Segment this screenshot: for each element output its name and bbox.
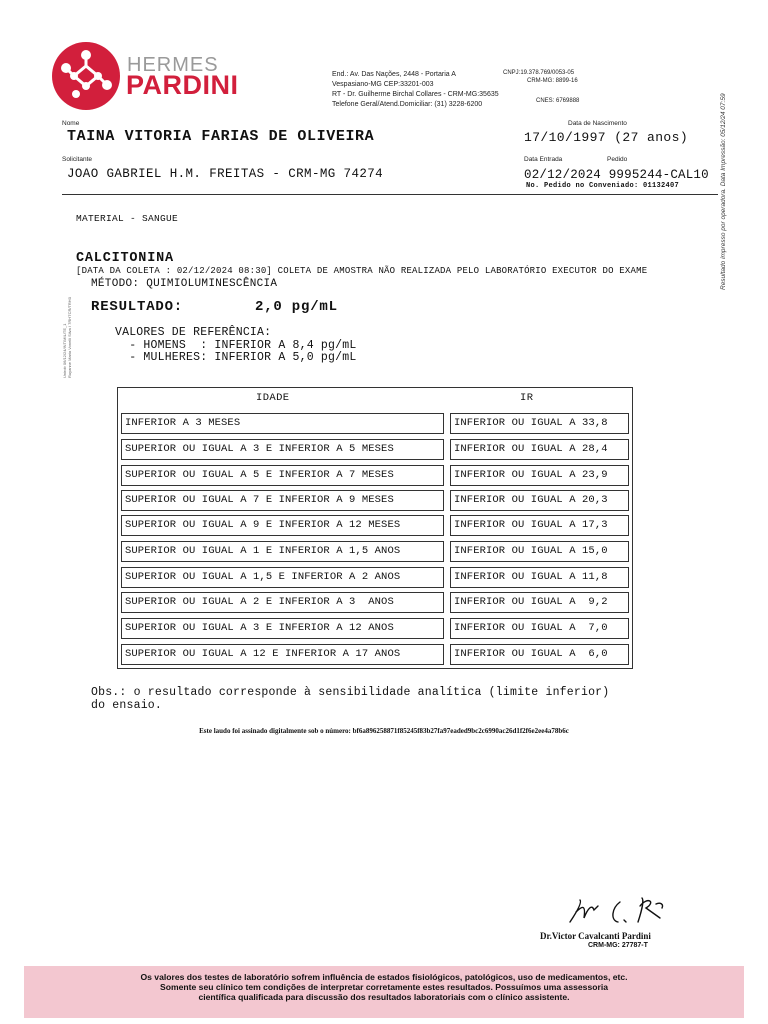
lab-address — [332, 70, 499, 110]
entry-date-label: Data Entrada — [524, 156, 563, 163]
exam-name: CALCITONINA — [76, 251, 174, 266]
patient-name: TAINA VITORIA FARIAS DE OLIVEIRA — [67, 128, 375, 145]
result-label: RESULTADO: — [91, 299, 184, 315]
brand-name-line1: HERMES — [127, 54, 219, 76]
table-cell-age: SUPERIOR OU IGUAL A 2 E INFERIOR A 3 ANOS — [121, 592, 444, 613]
table-cell-ir: INFERIOR OU IGUAL A 23,9 — [450, 465, 629, 486]
table-cell-age: SUPERIOR OU IGUAL A 7 E INFERIOR A 9 MESES — [121, 490, 444, 511]
order-label: Pedido — [607, 156, 628, 163]
entry-date-order: 02/12/2024 9995244-CAL10 — [524, 168, 709, 182]
lab-crm: CRM-MG: 8899-16 — [527, 77, 578, 84]
table-header-ir: IR — [520, 392, 534, 404]
lab-ids — [503, 70, 578, 85]
table-row — [121, 644, 629, 665]
table-cell-ir: INFERIOR OU IGUAL A 7,0 — [450, 618, 629, 639]
name-label: Nome — [62, 120, 80, 127]
operator-note-text — [62, 297, 72, 378]
requester-label: Solicitante — [62, 156, 92, 163]
brand-logo-mark — [52, 42, 120, 110]
footer-text — [24, 972, 744, 1002]
footer-line: científica qualificada para discussão dos resultados laboratoriais com o clínico assistente. — [198, 992, 570, 1002]
table-row — [121, 618, 629, 639]
table-row — [121, 465, 629, 486]
reference-table — [117, 387, 633, 669]
signature-icon — [568, 892, 678, 932]
operator-note-line: Ruyanne Maria Vonelli Silva / 7RHTCR/TRH0 — [67, 297, 72, 378]
reference-values — [115, 327, 356, 365]
agreement-order-number: No. Pedido no Conveniado: 01132407 — [526, 182, 680, 190]
observation-line: do ensaio. — [91, 699, 163, 712]
operator-note-vertical — [62, 298, 74, 378]
header-divider — [62, 194, 718, 195]
table-cell-ir: INFERIOR OU IGUAL A 6,0 — [450, 644, 629, 665]
footer-line: Os valores dos testes de laboratório sofrem influência de estados fisiológicos, patológicos, uso de medicamentos, etc. — [140, 972, 628, 982]
table-cell-age: INFERIOR A 3 MESES — [121, 413, 444, 434]
table-cell-age: SUPERIOR OU IGUAL A 1 E INFERIOR A 1,5 ANOS — [121, 541, 444, 562]
table-cell-age: SUPERIOR OU IGUAL A 3 E INFERIOR A 12 ANOS — [121, 618, 444, 639]
table-cell-age: SUPERIOR OU IGUAL A 9 E INFERIOR A 12 MESES — [121, 515, 444, 536]
table-row — [121, 490, 629, 511]
table-row — [121, 567, 629, 588]
dob-label: Data de Nascimento — [568, 120, 627, 127]
table-cell-age: SUPERIOR OU IGUAL A 5 E INFERIOR A 7 MESES — [121, 465, 444, 486]
reference-title: VALORES DE REFERÊNCIA: — [115, 326, 272, 339]
footer-line: Somente seu clínico tem condições de interpretar corretamente estes resultados. Possuímos uma assessoria — [160, 982, 608, 992]
cnpj: CNPJ:19.378.769/0053-05 — [503, 70, 575, 76]
reference-women: - MULHERES: INFERIOR A 5,0 pg/mL — [115, 351, 357, 364]
patient-dob: 17/10/1997 (27 anos) — [524, 130, 689, 145]
reference-men: - HOMENS : INFERIOR A 8,4 pg/mL — [115, 338, 357, 352]
address-line: Vespasiano-MG CEP:33201-003 — [332, 81, 434, 88]
collection-info: [DATA DA COLETA : 02/12/2024 08:30] COLETA DE AMOSTRA NÃO REALIZADA PELO LABORATÓRIO EXECUTOR DO EXAME — [76, 266, 648, 276]
table-row — [121, 515, 629, 536]
table-cell-ir: INFERIOR OU IGUAL A 11,8 — [450, 567, 629, 588]
observation — [91, 686, 609, 712]
table-cell-ir: INFERIOR OU IGUAL A 33,8 — [450, 413, 629, 434]
operator-note-line: Unirob 06/12/24/INTIMIL/TE_1 — [62, 323, 67, 378]
doctor-crm: CRM-MG: 27787-T — [588, 942, 648, 949]
cnes: CNES: 6769888 — [536, 98, 580, 104]
table-cell-age: SUPERIOR OU IGUAL A 3 E INFERIOR A 5 MESES — [121, 439, 444, 460]
address-line: Telefone Geral/Atend.Domiciliar: (31) 3228-6200 — [332, 101, 483, 108]
table-row — [121, 439, 629, 460]
address-line: RT - Dr. Guilherme Birchal Collares - CRM-MG:35635 — [332, 91, 499, 98]
table-row — [121, 592, 629, 613]
table-cell-ir: INFERIOR OU IGUAL A 17,3 — [450, 515, 629, 536]
material: MATERIAL - SANGUE — [76, 213, 179, 224]
observation-line: Obs.: o resultado corresponde à sensibilidade analítica (limite inferior) — [91, 686, 610, 699]
requester-doctor: JOAO GABRIEL H.M. FREITAS - CRM-MG 74274 — [67, 167, 384, 181]
table-cell-ir: INFERIOR OU IGUAL A 15,0 — [450, 541, 629, 562]
table-cell-ir: INFERIOR OU IGUAL A 20,3 — [450, 490, 629, 511]
result-value: 2,0 pg/mL — [255, 299, 338, 315]
brand-name-line2: PARDINI — [126, 70, 239, 100]
method: MÉTODO: QUIMIOLUMINESCÊNCIA — [91, 278, 278, 290]
print-note-vertical — [720, 85, 734, 290]
digital-signature-note: Este laudo foi assinado digitalmente sob o número: bf6a896258871f85245f83b27fa97eaded9bc2c6990ac26d1f2f6e2ee4a78b6c — [199, 727, 569, 735]
print-note-text: Resultado impresso por operadora. Data Impressão: 05/12/24 07:59 — [720, 93, 727, 290]
table-row — [121, 541, 629, 562]
table-row — [121, 413, 629, 434]
table-cell-ir: INFERIOR OU IGUAL A 9,2 — [450, 592, 629, 613]
table-cell-age: SUPERIOR OU IGUAL A 12 E INFERIOR A 17 ANOS — [121, 644, 444, 665]
address-line: End.: Av. Das Nações, 2448 - Portaria A — [332, 71, 456, 78]
table-cell-ir: INFERIOR OU IGUAL A 28,4 — [450, 439, 629, 460]
table-cell-age: SUPERIOR OU IGUAL A 1,5 E INFERIOR A 2 ANOS — [121, 567, 444, 588]
logo-molecule-icon — [52, 42, 120, 110]
doctor-name: Dr.Victor Cavalcanti Pardini — [540, 931, 651, 941]
table-header-age: IDADE — [256, 392, 290, 404]
